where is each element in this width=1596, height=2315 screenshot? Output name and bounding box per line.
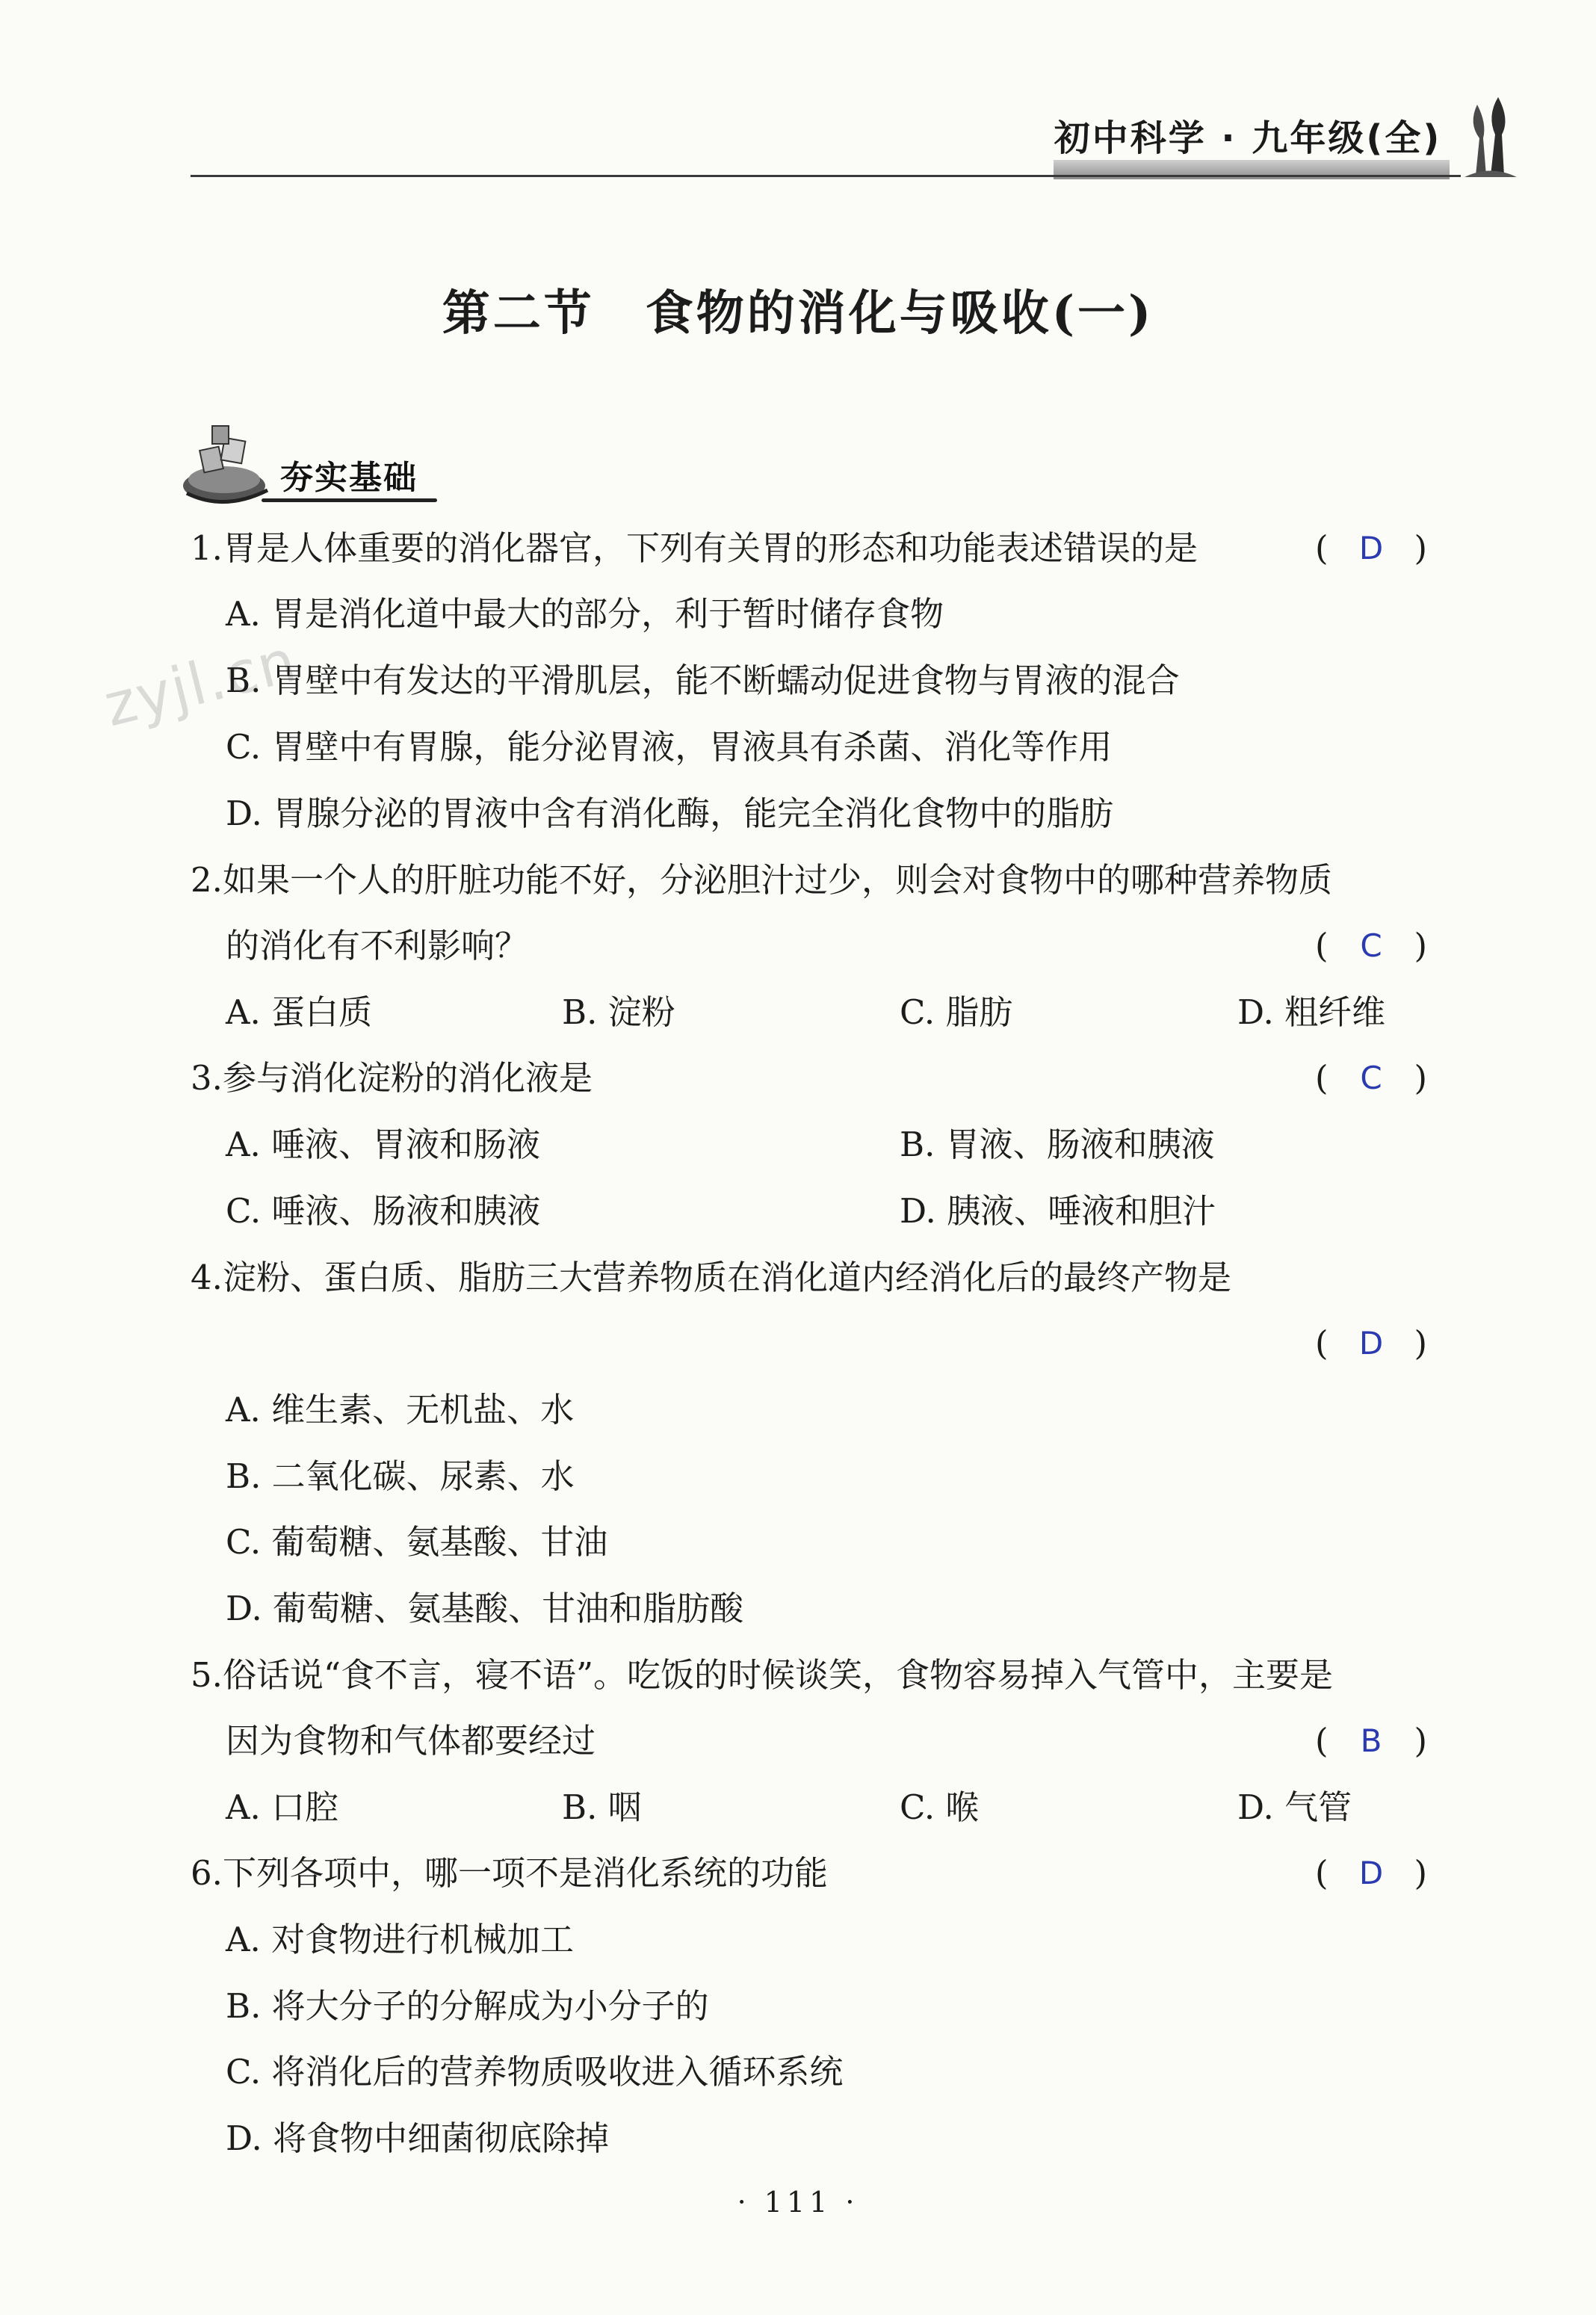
paren-close: ) xyxy=(1414,1721,1427,1761)
paren-open: ( xyxy=(1315,1721,1329,1761)
paren-close: ) xyxy=(1414,528,1427,568)
answer-letter: B xyxy=(1360,1722,1382,1759)
option-3d: D. 胰液、唾液和胆汁 xyxy=(900,1191,1216,1231)
option-2a: A. 蛋白质 xyxy=(226,992,373,1032)
page-number: · 111 · xyxy=(737,2186,859,2219)
answer-3 xyxy=(1315,1045,1427,1111)
option-4a: A. 维生素、无机盐、水 xyxy=(226,1390,575,1430)
paren-close: ) xyxy=(1414,1058,1427,1098)
question-3 xyxy=(191,1045,1431,1111)
option-6b: B. 将大分子的分解成为小分子的 xyxy=(226,1986,709,2026)
paren-open: ( xyxy=(1315,1323,1329,1363)
header-rule xyxy=(191,175,1461,177)
answer-6 xyxy=(1315,1840,1427,1906)
question-number: 4. xyxy=(191,1258,223,1297)
question-text: 如果一个人的肝脏功能不好，分泌胆汁过少，则会对食物中的哪种营养物质 xyxy=(222,860,1332,900)
question-2-continued: 的消化有不利影响？ xyxy=(226,926,529,965)
blocks-emblem-icon xyxy=(179,418,276,508)
question-text: 俗话说“食不言，寝不语”。吃饭的时候谈笑，食物容易掉入气管中，主要是 xyxy=(222,1655,1333,1695)
header-title: 初中科学 · 九年级(全) xyxy=(1054,117,1442,159)
answer-letter: D xyxy=(1358,1325,1384,1362)
option-5b: B. 咽 xyxy=(562,1787,642,1827)
option-4c: C. 葡萄糖、氨基酸、甘油 xyxy=(226,1522,608,1562)
option-1b: B. 胃壁中有发达的平滑肌层，能不断蠕动促进食物与胃液的混合 xyxy=(226,661,1180,700)
answer-4 xyxy=(1315,1311,1427,1376)
answer-letter: C xyxy=(1360,1060,1382,1096)
option-3a: A. 唾液、胃液和肠液 xyxy=(226,1125,541,1164)
question-number: 5. xyxy=(191,1655,223,1695)
option-2d: D. 粗纤维 xyxy=(1237,992,1386,1032)
section-title: 第二节 食物的消化与吸收(一) xyxy=(442,285,1154,341)
answer-letter: D xyxy=(1358,1855,1384,1891)
question-number: 2. xyxy=(191,860,223,900)
question-text: 参与消化淀粉的消化液是 xyxy=(222,1058,593,1098)
option-2c: C. 脂肪 xyxy=(900,992,1013,1032)
paren-open: ( xyxy=(1315,1853,1329,1893)
paren-open: ( xyxy=(1315,926,1329,965)
tree-logo-icon xyxy=(1461,93,1521,183)
badge-underline xyxy=(262,498,437,502)
option-3c: C. 唾液、肠液和胰液 xyxy=(226,1191,541,1231)
question-number: 3. xyxy=(191,1058,223,1098)
option-1a: A. 胃是消化道中最大的部分，利于暂时储存食物 xyxy=(226,594,944,634)
question-5-continued: 因为食物和气体都要经过 xyxy=(226,1721,596,1761)
answer-letter: D xyxy=(1358,530,1384,566)
question-1 xyxy=(191,516,1431,581)
option-1c: C. 胃壁中有胃腺，能分泌胃液，胃液具有杀菌、消化等作用 xyxy=(226,727,1113,767)
question-number: 6. xyxy=(191,1853,223,1893)
answer-5 xyxy=(1315,1708,1427,1774)
option-4b: B. 二氧化碳、尿素、水 xyxy=(226,1456,575,1496)
paren-open: ( xyxy=(1315,1058,1329,1098)
option-6a: A. 对食物进行机械加工 xyxy=(226,1920,575,1959)
paren-open: ( xyxy=(1315,528,1329,568)
question-text: 胃是人体重要的消化器官，下列有关胃的形态和功能表述错误的是 xyxy=(222,528,1198,568)
option-6c: C. 将消化后的营养物质吸收进入循环系统 xyxy=(226,2052,844,2092)
option-2b: B. 淀粉 xyxy=(562,992,675,1032)
question-text: 淀粉、蛋白质、脂肪三大营养物质在消化道内经消化后的最终产物是 xyxy=(222,1258,1231,1297)
answer-2 xyxy=(1315,913,1427,979)
section-badge xyxy=(179,418,448,508)
answer-letter: C xyxy=(1360,927,1382,964)
question-2 xyxy=(191,847,1431,913)
option-3b: B. 胃液、肠液和胰液 xyxy=(900,1125,1215,1164)
question-text: 下列各项中，哪一项不是消化系统的功能 xyxy=(222,1853,828,1893)
question-4 xyxy=(191,1245,1431,1311)
paren-close: ) xyxy=(1414,1853,1427,1893)
question-6 xyxy=(191,1840,1431,1906)
badge-label: 夯实基础 xyxy=(280,459,418,497)
question-5 xyxy=(191,1642,1431,1708)
option-1d: D. 胃腺分泌的胃液中含有消化酶，能完全消化食物中的脂肪 xyxy=(226,794,1114,833)
watermark: zyjl.cn xyxy=(97,627,304,741)
option-4d: D. 葡萄糖、氨基酸、甘油和脂肪酸 xyxy=(226,1589,744,1628)
option-6d: D. 将食物中细菌彻底除掉 xyxy=(226,2118,610,2158)
option-5c: C. 喉 xyxy=(900,1787,980,1827)
option-5a: A. 口腔 xyxy=(226,1787,339,1827)
paren-close: ) xyxy=(1414,926,1427,965)
paren-close: ) xyxy=(1414,1323,1427,1363)
option-5d: D. 气管 xyxy=(1237,1787,1352,1827)
question-number: 1. xyxy=(191,528,223,568)
answer-1 xyxy=(1315,516,1427,581)
